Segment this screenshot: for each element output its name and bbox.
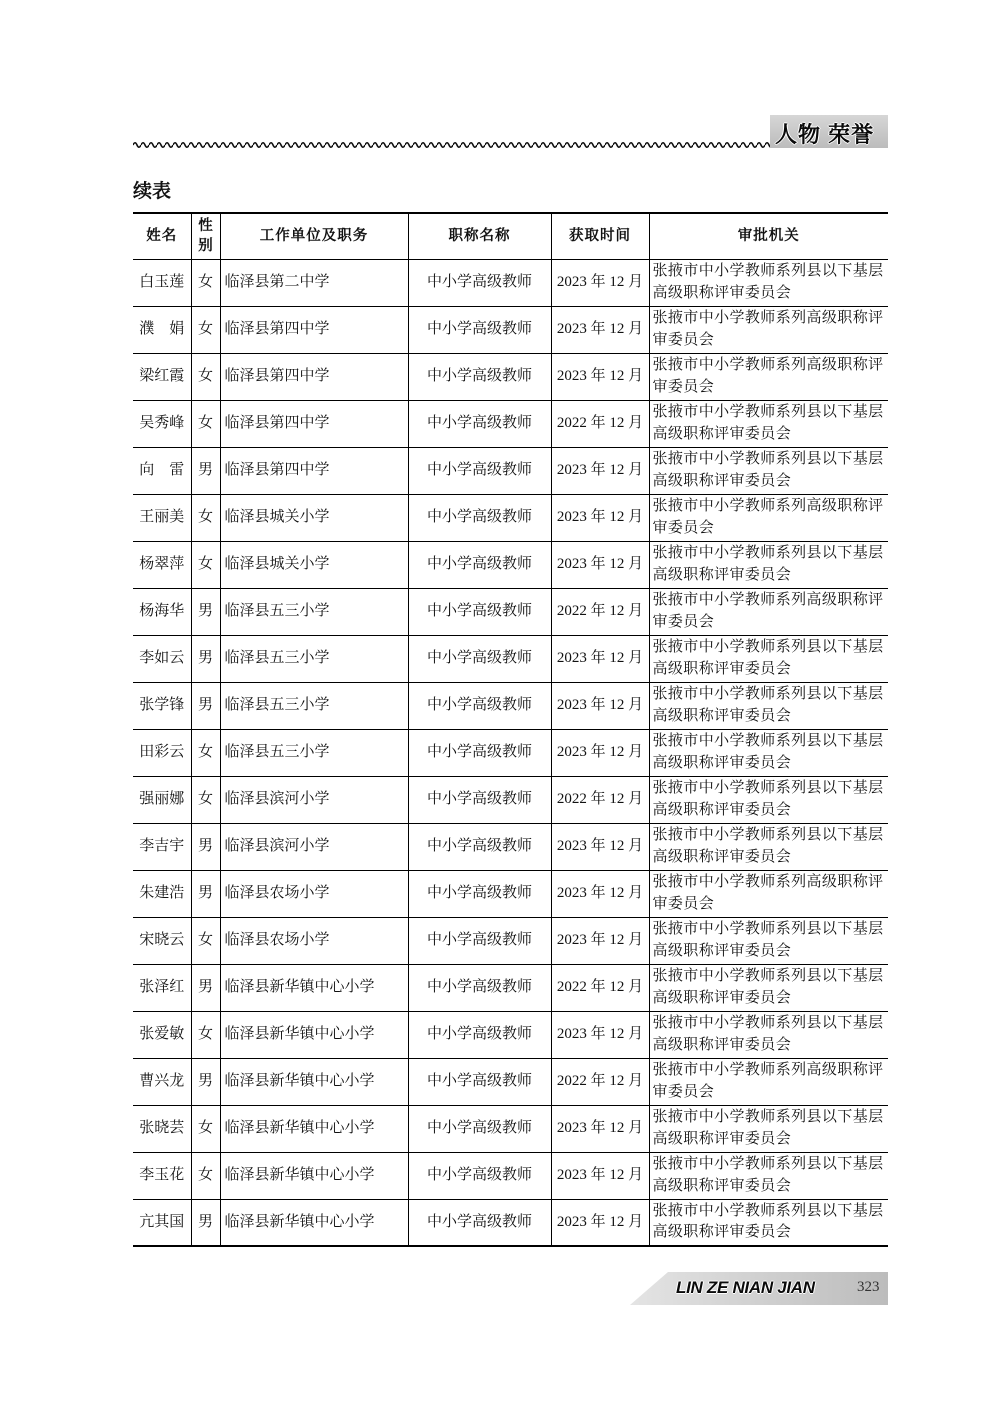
cell-unit: 临泽县第四中学 [220, 306, 408, 353]
cell-title: 中小学高级教师 [408, 823, 551, 870]
cell-title: 中小学高级教师 [408, 1105, 551, 1152]
cell-name: 王丽美 [133, 494, 191, 541]
cell-authority: 张掖市中小学教师系列县以下基层高级职称评审委员会 [649, 729, 888, 776]
cell-gender: 女 [191, 1011, 220, 1058]
section-title: 人物 荣誉 [775, 122, 875, 147]
column-header-unit: 工作单位及职务 [220, 213, 408, 259]
cell-name: 强丽娜 [133, 776, 191, 823]
cell-unit: 临泽县城关小学 [220, 494, 408, 541]
cell-authority: 张掖市中小学教师系列县以下基层高级职称评审委员会 [649, 682, 888, 729]
cell-unit: 临泽县滨河小学 [220, 776, 408, 823]
table-row [133, 1199, 888, 1246]
cell-name: 梁红霞 [133, 353, 191, 400]
cell-gender: 男 [191, 823, 220, 870]
cell-authority: 张掖市中小学教师系列县以下基层高级职称评审委员会 [649, 1199, 888, 1246]
table-row [133, 1011, 888, 1058]
cell-date: 2023 年 12 月 [551, 682, 649, 729]
cell-unit: 临泽县五三小学 [220, 635, 408, 682]
cell-authority: 张掖市中小学教师系列高级职称评审委员会 [649, 588, 888, 635]
cell-title: 中小学高级教师 [408, 1011, 551, 1058]
column-header-name: 姓名 [133, 213, 191, 259]
cell-gender: 女 [191, 1105, 220, 1152]
cell-title: 中小学高级教师 [408, 541, 551, 588]
cell-date: 2023 年 12 月 [551, 447, 649, 494]
cell-gender: 女 [191, 494, 220, 541]
cell-title: 中小学高级教师 [408, 353, 551, 400]
cell-name: 张泽红 [133, 964, 191, 1011]
cell-unit: 临泽县新华镇中心小学 [220, 964, 408, 1011]
cell-unit: 临泽县第二中学 [220, 259, 408, 306]
cell-unit: 临泽县新华镇中心小学 [220, 1199, 408, 1246]
cell-gender: 女 [191, 400, 220, 447]
table-row [133, 306, 888, 353]
table-row [133, 823, 888, 870]
cell-gender: 女 [191, 306, 220, 353]
cell-date: 2023 年 12 月 [551, 823, 649, 870]
cell-title: 中小学高级教师 [408, 306, 551, 353]
cell-name: 濮 娟 [133, 306, 191, 353]
cell-title: 中小学高级教师 [408, 259, 551, 306]
cell-unit: 临泽县第四中学 [220, 447, 408, 494]
cell-gender: 男 [191, 447, 220, 494]
cell-unit: 临泽县滨河小学 [220, 823, 408, 870]
cell-unit: 临泽县五三小学 [220, 729, 408, 776]
cell-authority: 张掖市中小学教师系列高级职称评审委员会 [649, 494, 888, 541]
cell-authority: 张掖市中小学教师系列县以下基层高级职称评审委员会 [649, 917, 888, 964]
table-row [133, 447, 888, 494]
cell-gender: 女 [191, 541, 220, 588]
cell-date: 2023 年 12 月 [551, 870, 649, 917]
cell-name: 杨翠萍 [133, 541, 191, 588]
cell-name: 白玉莲 [133, 259, 191, 306]
cell-title: 中小学高级教师 [408, 776, 551, 823]
cell-unit: 临泽县新华镇中心小学 [220, 1152, 408, 1199]
table-row [133, 541, 888, 588]
cell-authority: 张掖市中小学教师系列高级职称评审委员会 [649, 870, 888, 917]
cell-date: 2023 年 12 月 [551, 1105, 649, 1152]
cell-title: 中小学高级教师 [408, 964, 551, 1011]
cell-gender: 男 [191, 1058, 220, 1105]
table-row [133, 917, 888, 964]
cell-date: 2023 年 12 月 [551, 1152, 649, 1199]
table-row [133, 1105, 888, 1152]
cell-date: 2023 年 12 月 [551, 635, 649, 682]
cell-title: 中小学高级教师 [408, 1152, 551, 1199]
cell-title: 中小学高级教师 [408, 1058, 551, 1105]
cell-unit: 临泽县第四中学 [220, 353, 408, 400]
cell-name: 张学锋 [133, 682, 191, 729]
cell-authority: 张掖市中小学教师系列县以下基层高级职称评审委员会 [649, 964, 888, 1011]
cell-unit: 临泽县新华镇中心小学 [220, 1105, 408, 1152]
cell-name: 杨海华 [133, 588, 191, 635]
section-tag [770, 115, 888, 148]
table-header-row [133, 213, 888, 259]
cell-date: 2023 年 12 月 [551, 259, 649, 306]
cell-unit: 临泽县农场小学 [220, 917, 408, 964]
cell-date: 2022 年 12 月 [551, 1058, 649, 1105]
cell-gender: 男 [191, 870, 220, 917]
cell-date: 2023 年 12 月 [551, 1199, 649, 1246]
cell-date: 2023 年 12 月 [551, 917, 649, 964]
cell-authority: 张掖市中小学教师系列县以下基层高级职称评审委员会 [649, 635, 888, 682]
cell-gender: 男 [191, 964, 220, 1011]
cell-unit: 临泽县新华镇中心小学 [220, 1011, 408, 1058]
cell-unit: 临泽县五三小学 [220, 588, 408, 635]
cell-date: 2023 年 12 月 [551, 541, 649, 588]
cell-authority: 张掖市中小学教师系列县以下基层高级职称评审委员会 [649, 1011, 888, 1058]
column-header-authority: 审批机关 [649, 213, 888, 259]
honors-table [133, 212, 888, 1247]
cell-gender: 女 [191, 776, 220, 823]
cell-authority: 张掖市中小学教师系列县以下基层高级职称评审委员会 [649, 823, 888, 870]
cell-date: 2022 年 12 月 [551, 588, 649, 635]
cell-authority: 张掖市中小学教师系列县以下基层高级职称评审委员会 [649, 541, 888, 588]
cell-title: 中小学高级教师 [408, 870, 551, 917]
column-header-title: 职称名称 [408, 213, 551, 259]
table-row [133, 1152, 888, 1199]
table-row [133, 635, 888, 682]
cell-date: 2023 年 12 月 [551, 494, 649, 541]
cell-title: 中小学高级教师 [408, 400, 551, 447]
cell-gender: 女 [191, 729, 220, 776]
cell-name: 张晓芸 [133, 1105, 191, 1152]
cell-date: 2022 年 12 月 [551, 964, 649, 1011]
cell-date: 2023 年 12 月 [551, 306, 649, 353]
column-header-date: 获取时间 [551, 213, 649, 259]
column-header-gender: 性别 [191, 213, 220, 259]
cell-name: 李玉花 [133, 1152, 191, 1199]
cell-name: 曹兴龙 [133, 1058, 191, 1105]
cell-title: 中小学高级教师 [408, 917, 551, 964]
page-number: 323 [857, 1279, 880, 1295]
table-row [133, 1058, 888, 1105]
cell-name: 向 雷 [133, 447, 191, 494]
table-row [133, 682, 888, 729]
table-row [133, 964, 888, 1011]
cell-unit: 临泽县第四中学 [220, 400, 408, 447]
cell-authority: 张掖市中小学教师系列县以下基层高级职称评审委员会 [649, 1152, 888, 1199]
cell-date: 2023 年 12 月 [551, 729, 649, 776]
table-row [133, 776, 888, 823]
cell-title: 中小学高级教师 [408, 635, 551, 682]
cell-authority: 张掖市中小学教师系列高级职称评审委员会 [649, 353, 888, 400]
cell-gender: 女 [191, 353, 220, 400]
cell-gender: 男 [191, 635, 220, 682]
cell-authority: 张掖市中小学教师系列县以下基层高级职称评审委员会 [649, 1105, 888, 1152]
cell-gender: 女 [191, 917, 220, 964]
cell-gender: 女 [191, 259, 220, 306]
cell-title: 中小学高级教师 [408, 729, 551, 776]
cell-title: 中小学高级教师 [408, 447, 551, 494]
table-row [133, 588, 888, 635]
cell-name: 宋晓云 [133, 917, 191, 964]
cell-name: 吴秀峰 [133, 400, 191, 447]
cell-name: 李吉宇 [133, 823, 191, 870]
cell-authority: 张掖市中小学教师系列县以下基层高级职称评审委员会 [649, 447, 888, 494]
cell-date: 2023 年 12 月 [551, 1011, 649, 1058]
cell-title: 中小学高级教师 [408, 1199, 551, 1246]
cell-authority: 张掖市中小学教师系列县以下基层高级职称评审委员会 [649, 259, 888, 306]
table-row [133, 494, 888, 541]
cell-unit: 临泽县新华镇中心小学 [220, 1058, 408, 1105]
cell-name: 亢其国 [133, 1199, 191, 1246]
cell-name: 张爱敏 [133, 1011, 191, 1058]
cell-unit: 临泽县五三小学 [220, 682, 408, 729]
continued-table-label: 续表 [133, 181, 172, 202]
cell-unit: 临泽县农场小学 [220, 870, 408, 917]
table-row [133, 259, 888, 306]
cell-name: 李如云 [133, 635, 191, 682]
cell-title: 中小学高级教师 [408, 682, 551, 729]
cell-title: 中小学高级教师 [408, 494, 551, 541]
cell-authority: 张掖市中小学教师系列县以下基层高级职称评审委员会 [649, 400, 888, 447]
cell-gender: 女 [191, 1152, 220, 1199]
publication-name: LIN ZE NIAN JIAN [676, 1278, 815, 1297]
cell-gender: 男 [191, 682, 220, 729]
cell-authority: 张掖市中小学教师系列高级职称评审委员会 [649, 306, 888, 353]
cell-gender: 男 [191, 588, 220, 635]
table-row [133, 353, 888, 400]
cell-unit: 临泽县城关小学 [220, 541, 408, 588]
table-row [133, 400, 888, 447]
decorative-wave-rule [133, 139, 770, 149]
cell-authority: 张掖市中小学教师系列高级职称评审委员会 [649, 1058, 888, 1105]
cell-authority: 张掖市中小学教师系列县以下基层高级职称评审委员会 [649, 776, 888, 823]
cell-title: 中小学高级教师 [408, 588, 551, 635]
table-row [133, 870, 888, 917]
cell-date: 2022 年 12 月 [551, 400, 649, 447]
table-row [133, 729, 888, 776]
cell-name: 朱建浩 [133, 870, 191, 917]
cell-date: 2022 年 12 月 [551, 776, 649, 823]
cell-name: 田彩云 [133, 729, 191, 776]
cell-gender: 男 [191, 1199, 220, 1246]
cell-date: 2023 年 12 月 [551, 353, 649, 400]
